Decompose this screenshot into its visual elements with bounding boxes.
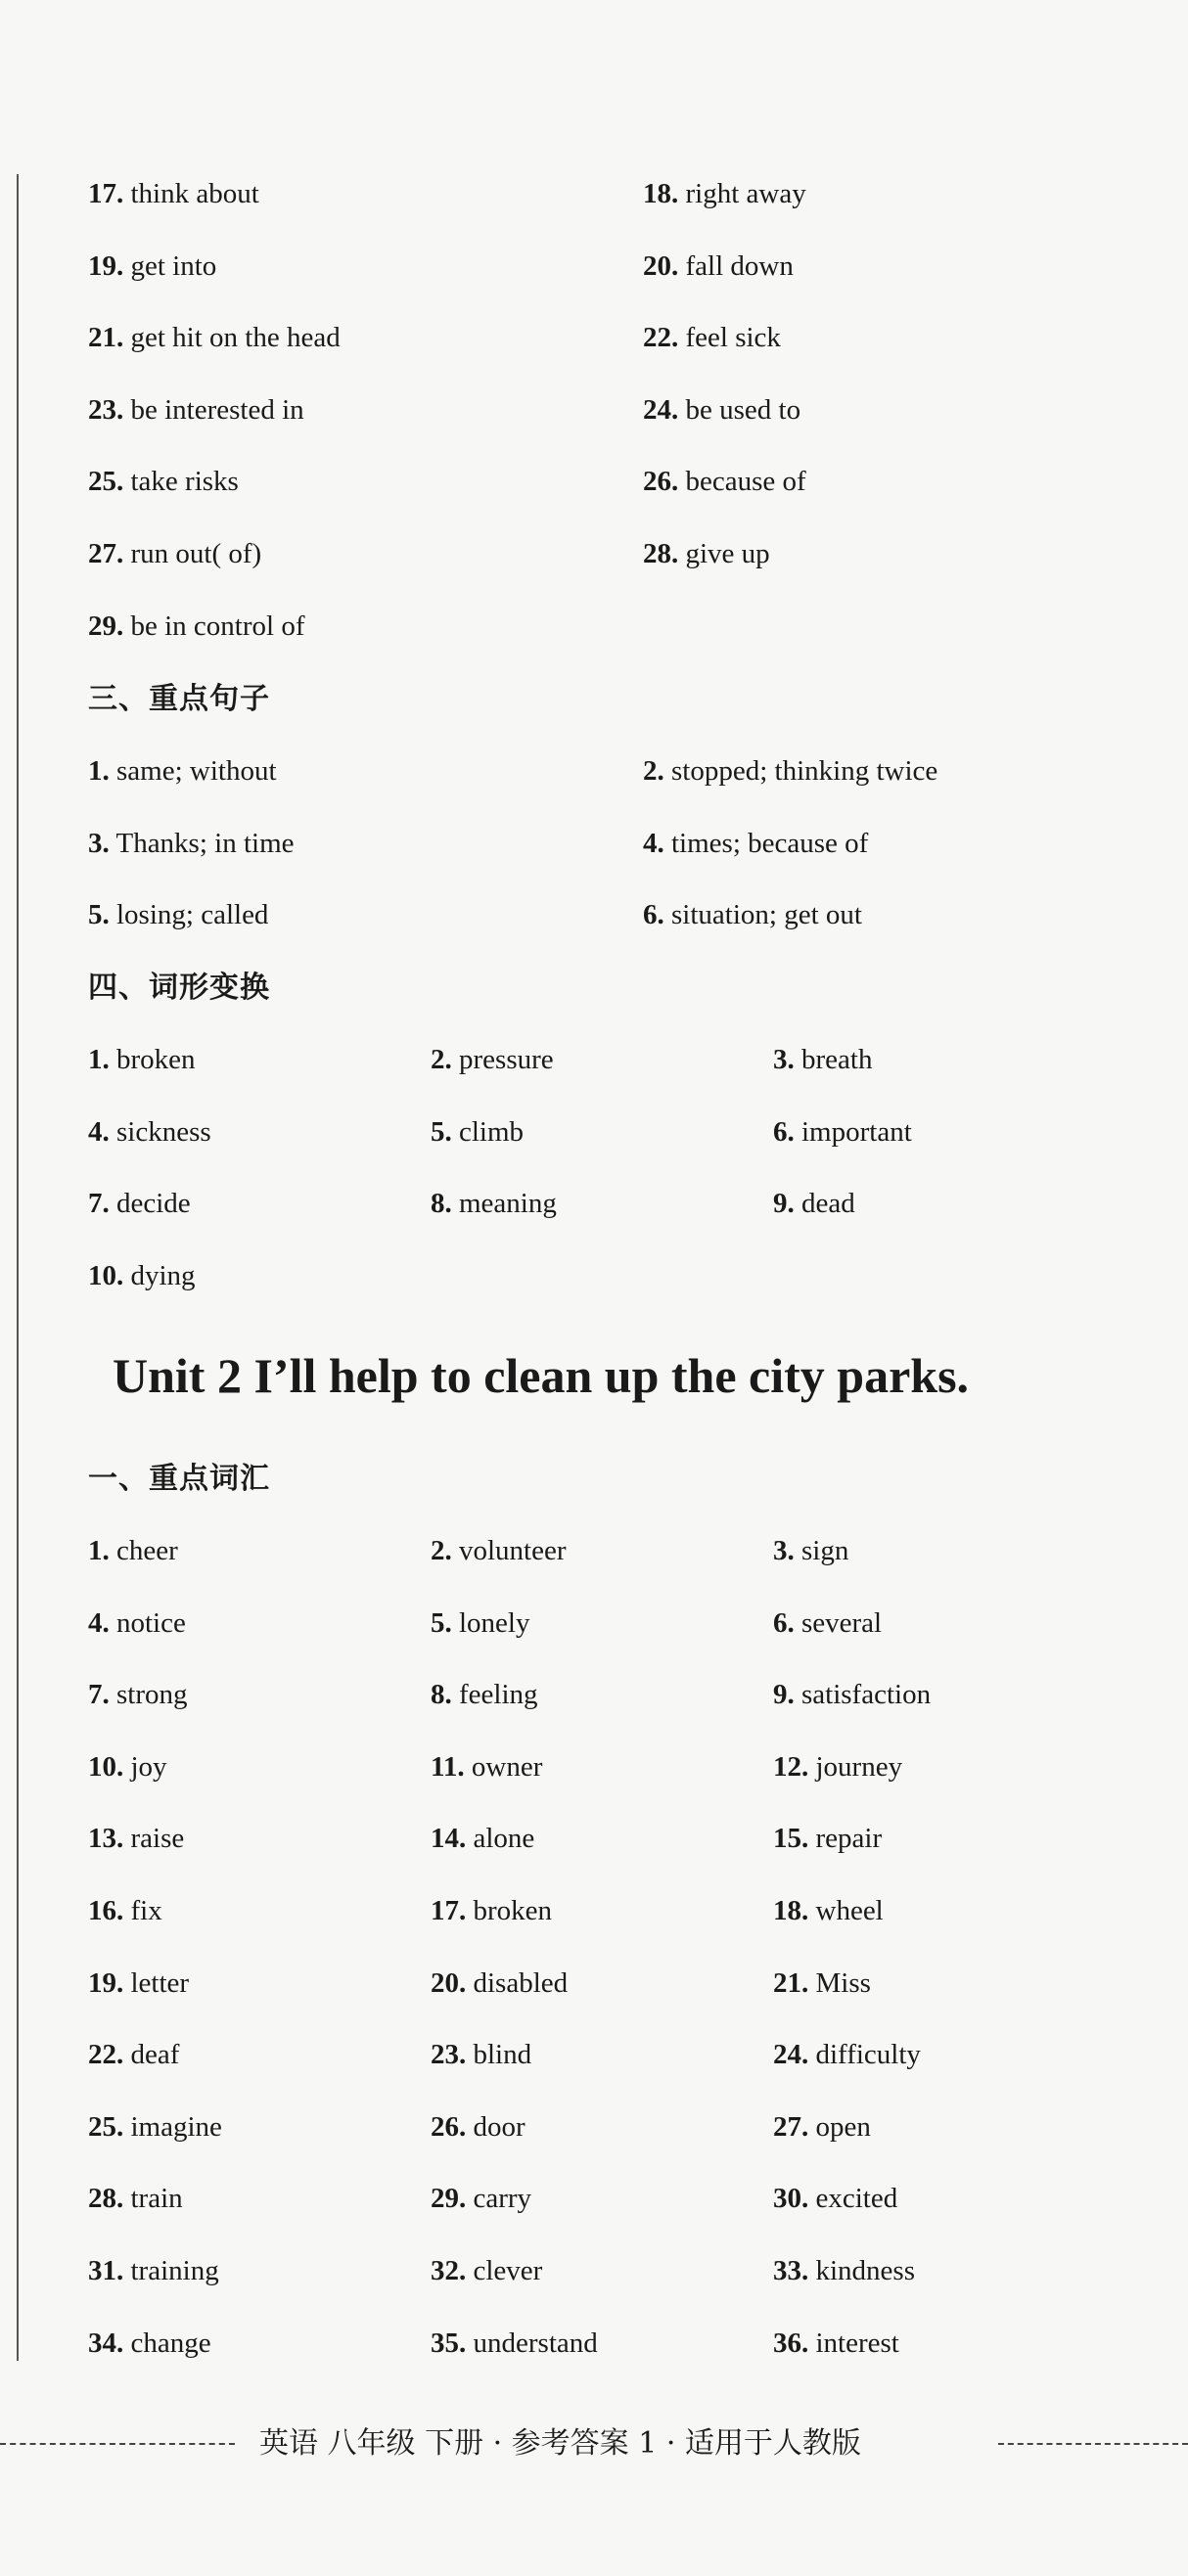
answer-item	[643, 462, 806, 501]
item-number: 3.	[773, 1535, 795, 1566]
item-number: 5.	[431, 1606, 452, 1639]
item-answer: same; without	[109, 755, 277, 787]
vocab-item	[88, 2035, 179, 2074]
item-answer: stopped; thinking twice	[663, 755, 938, 787]
item-number: 7.	[88, 1188, 110, 1220]
vocab-item	[773, 1747, 902, 1786]
vocab-item	[773, 2324, 899, 2363]
vocab-item	[88, 2179, 183, 2218]
item-number: 32.	[431, 2255, 467, 2286]
item-answer: dying	[123, 1259, 196, 1291]
item-answer: because of	[678, 466, 806, 498]
sentence-answer-item	[643, 751, 937, 791]
item-number: 18.	[773, 1895, 809, 1926]
answer-item	[643, 390, 800, 429]
item-answer: important	[794, 1115, 912, 1148]
item-number: 19.	[88, 1966, 124, 1999]
item-number: 34.	[88, 2327, 124, 2359]
word-form-item	[88, 1112, 211, 1152]
vocab-item	[431, 2251, 542, 2290]
vocab-item	[773, 1604, 882, 1643]
item-answer: notice	[109, 1606, 186, 1639]
item-answer: training	[123, 2255, 219, 2286]
item-answer: volunteer	[451, 1535, 567, 1566]
vocab-item	[431, 1531, 567, 1570]
item-answer: give up	[678, 538, 770, 569]
item-answer: carry	[466, 2183, 532, 2215]
vocab-item	[88, 2251, 219, 2290]
vocab-item	[773, 1675, 931, 1714]
vocab-item	[431, 1891, 552, 1930]
vocab-item	[88, 1747, 167, 1786]
item-answer: blind	[466, 2039, 532, 2071]
item-answer: broken	[466, 1895, 553, 1926]
item-number: 14.	[431, 1823, 467, 1855]
item-answer: kindness	[808, 2255, 915, 2286]
item-number: 33.	[773, 2255, 809, 2286]
item-number: 6.	[773, 1606, 795, 1639]
vocab-item	[773, 2035, 921, 2074]
item-number: 31.	[88, 2255, 124, 2286]
vocab-item	[88, 1604, 186, 1643]
item-answer: letter	[123, 1966, 190, 1999]
vocab-item	[773, 1531, 848, 1570]
vocab-item	[431, 2324, 598, 2363]
item-answer: Thanks; in time	[109, 827, 295, 859]
item-answer: cheer	[109, 1535, 178, 1566]
item-answer: sign	[794, 1535, 849, 1566]
item-number: 13.	[88, 1823, 124, 1855]
vocab-item	[431, 2179, 531, 2218]
item-number: 26.	[431, 2110, 467, 2143]
word-form-item	[88, 1040, 196, 1079]
item-answer: lonely	[451, 1606, 530, 1639]
item-answer: alone	[466, 1823, 535, 1855]
item-answer: difficulty	[808, 2039, 921, 2071]
vocab-item	[431, 1819, 534, 1858]
item-answer: be interested in	[123, 393, 304, 426]
item-answer: losing; called	[109, 899, 269, 931]
item-answer: disabled	[466, 1966, 569, 1999]
vocab-item	[773, 2251, 915, 2290]
item-number: 11.	[431, 1750, 465, 1783]
item-answer: times; because of	[663, 827, 869, 859]
item-number: 1.	[88, 755, 110, 787]
item-answer: train	[123, 2183, 183, 2215]
vocab-item	[431, 1747, 542, 1786]
item-number: 24.	[643, 393, 679, 426]
item-answer: understand	[466, 2327, 598, 2359]
item-number: 29.	[88, 610, 124, 642]
vocab-item	[773, 2179, 897, 2218]
vocab-item	[773, 1891, 884, 1930]
item-number: 26.	[643, 466, 679, 498]
answer-item	[88, 318, 341, 357]
item-number: 10.	[88, 1750, 124, 1783]
word-form-item	[773, 1184, 855, 1223]
item-number: 8.	[431, 1188, 452, 1220]
item-number: 36.	[773, 2327, 809, 2359]
item-answer: dead	[794, 1188, 855, 1220]
vocab-item	[88, 2107, 222, 2147]
item-answer: meaning	[451, 1188, 557, 1220]
vocab-item	[88, 1819, 184, 1858]
item-number: 30.	[773, 2183, 809, 2215]
item-number: 12.	[773, 1750, 809, 1783]
item-number: 20.	[643, 249, 679, 282]
item-answer: fix	[123, 1895, 162, 1926]
item-answer: door	[466, 2110, 525, 2143]
word-form-item	[431, 1040, 554, 1079]
item-number: 17.	[88, 178, 124, 209]
item-answer: several	[794, 1606, 883, 1639]
answer-item	[643, 318, 781, 357]
vocab-item	[88, 1964, 189, 2003]
vocab-item	[88, 1531, 178, 1570]
item-number: 21.	[773, 1966, 809, 1999]
answer-item	[88, 607, 304, 646]
item-answer: wheel	[808, 1895, 884, 1926]
item-number: 27.	[88, 538, 124, 569]
footer-text: 英语 八年级 下册 · 参考答案 1 · 适用于人教版	[259, 2426, 861, 2461]
item-number: 17.	[431, 1895, 467, 1926]
footer-dash-left	[0, 2443, 235, 2445]
item-answer: raise	[123, 1823, 185, 1855]
vocab-item	[88, 2324, 211, 2363]
item-answer: owner	[464, 1750, 543, 1783]
item-number: 3.	[773, 1044, 795, 1075]
item-answer: decide	[109, 1188, 191, 1220]
item-answer: interest	[808, 2327, 899, 2359]
item-number: 15.	[773, 1823, 809, 1855]
vocab-item	[88, 1675, 188, 1714]
item-number: 2.	[431, 1535, 452, 1566]
item-answer: feel sick	[678, 322, 781, 354]
vocab-item	[773, 1819, 882, 1858]
unit-2-title: Unit 2 I’ll help to clean up the city parks.	[113, 1348, 970, 1403]
item-answer: run out( of)	[123, 538, 262, 569]
item-number: 23.	[431, 2039, 467, 2071]
item-number: 1.	[88, 1535, 110, 1566]
item-answer: be used to	[678, 393, 801, 426]
vocab-item	[431, 1604, 530, 1643]
item-answer: feeling	[451, 1679, 538, 1711]
sentence-answer-item	[88, 824, 295, 863]
item-answer: satisfaction	[794, 1679, 932, 1711]
item-answer: repair	[808, 1823, 883, 1855]
sentence-answer-item	[88, 895, 268, 934]
page-footer	[0, 2421, 1188, 2466]
item-number: 3.	[88, 827, 110, 859]
answer-item	[88, 174, 259, 213]
item-number: 5.	[431, 1115, 452, 1148]
item-answer: get hit on the head	[123, 322, 341, 354]
item-number: 4.	[88, 1606, 110, 1639]
item-answer: joy	[123, 1750, 167, 1783]
item-answer: pressure	[451, 1044, 554, 1075]
word-form-item	[773, 1040, 872, 1079]
item-number: 27.	[773, 2110, 809, 2143]
answer-item	[88, 390, 304, 429]
item-answer: get into	[123, 249, 217, 282]
footer-dash-right	[998, 2443, 1188, 2445]
word-form-item	[773, 1112, 912, 1152]
item-answer: change	[123, 2327, 211, 2359]
item-answer: climb	[451, 1115, 525, 1148]
sentence-answer-item	[88, 751, 277, 791]
item-answer: deaf	[123, 2039, 180, 2071]
item-number: 25.	[88, 2110, 124, 2143]
item-number: 29.	[431, 2183, 467, 2215]
item-answer: sickness	[109, 1115, 211, 1148]
word-form-item	[431, 1112, 524, 1152]
item-answer: Miss	[808, 1966, 871, 1999]
item-number: 28.	[643, 538, 679, 569]
item-number: 9.	[773, 1188, 795, 1220]
item-answer: breath	[794, 1044, 873, 1075]
vocab-item	[773, 2107, 871, 2147]
left-margin-line	[17, 174, 19, 2361]
item-answer: open	[808, 2110, 871, 2143]
item-number: 28.	[88, 2183, 124, 2215]
word-form-item	[88, 1184, 191, 1223]
item-number: 2.	[643, 755, 664, 787]
sentence-answer-item	[643, 895, 862, 934]
item-number: 20.	[431, 1966, 467, 1999]
answer-item	[643, 247, 794, 286]
item-number: 24.	[773, 2039, 809, 2071]
item-answer: fall down	[678, 249, 794, 282]
item-answer: strong	[109, 1679, 188, 1711]
item-number: 18.	[643, 178, 679, 209]
item-answer: broken	[109, 1044, 196, 1075]
item-answer: imagine	[123, 2110, 222, 2143]
item-number: 22.	[643, 322, 679, 354]
answer-item	[643, 174, 806, 213]
vocab-item	[773, 1964, 871, 2003]
item-answer: be in control of	[123, 610, 305, 642]
item-number: 19.	[88, 249, 124, 282]
item-answer: excited	[808, 2183, 898, 2215]
word-form-item	[88, 1256, 196, 1295]
item-number: 16.	[88, 1895, 124, 1926]
item-answer: journey	[808, 1750, 903, 1783]
answer-item	[88, 247, 216, 286]
section-4-title: 四、词形变换	[88, 971, 270, 1005]
vocab-item	[431, 1964, 568, 2003]
answer-item	[88, 534, 261, 573]
item-number: 6.	[773, 1115, 795, 1148]
item-number: 9.	[773, 1679, 795, 1711]
vocab-item	[431, 1675, 538, 1714]
item-number: 10.	[88, 1259, 124, 1291]
item-number: 25.	[88, 466, 124, 498]
word-form-item	[431, 1184, 557, 1223]
item-number: 1.	[88, 1044, 110, 1075]
item-number: 8.	[431, 1679, 452, 1711]
answer-item	[643, 534, 770, 573]
item-answer: situation; get out	[663, 899, 862, 931]
answer-item	[88, 462, 239, 501]
vocab-item	[431, 2107, 525, 2147]
item-number: 2.	[431, 1044, 452, 1075]
item-answer: think about	[123, 178, 259, 209]
item-number: 6.	[643, 899, 664, 931]
item-answer: take risks	[123, 466, 239, 498]
sentence-answer-item	[643, 824, 868, 863]
item-number: 23.	[88, 393, 124, 426]
item-number: 21.	[88, 322, 124, 354]
item-number: 7.	[88, 1679, 110, 1711]
section-3-title: 三、重点句子	[88, 682, 270, 716]
item-number: 35.	[431, 2327, 467, 2359]
item-number: 5.	[88, 899, 110, 931]
item-answer: right away	[678, 178, 806, 209]
vocab-item	[431, 2035, 531, 2074]
item-number: 4.	[643, 827, 664, 859]
unit2-section-1-title: 一、重点词汇	[88, 1462, 270, 1496]
item-answer: clever	[466, 2255, 543, 2286]
item-number: 4.	[88, 1115, 110, 1148]
item-number: 22.	[88, 2039, 124, 2071]
vocab-item	[88, 1891, 162, 1930]
